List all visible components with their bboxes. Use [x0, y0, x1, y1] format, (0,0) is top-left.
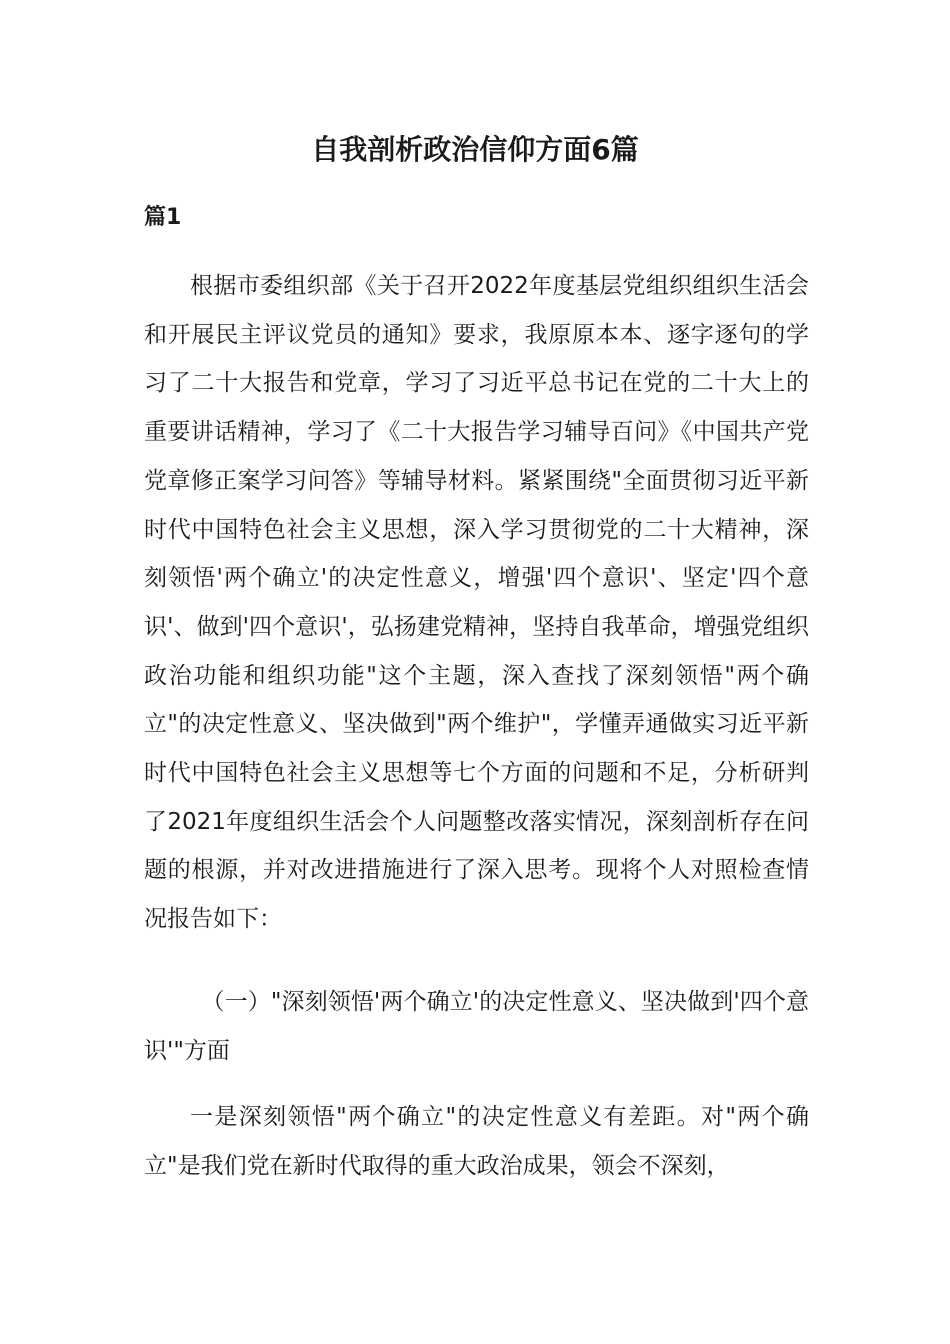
- section-heading: 篇1: [144, 205, 182, 230]
- subsection-heading: （一）"深刻领悟'两个确立'的决定性意义、坚决做到'四个意识'"方面: [144, 989, 809, 1064]
- document-title: 自我剖析政治信仰方面6篇: [311, 133, 639, 166]
- body-paragraph: 根据市委组织部《关于召开2022年度基层党组织组织生活会和开展民主评议党员的通知》要求，我原原本本、逐字逐句的学习了二十大报告和党章，学习了习近平总书记在党的二十大上的重要讲话精神，学习了《二十大报告学习辅导百问》《中国共产党党章修正案学习问答》等辅导材料。紧紧围绕"全面贯彻习近平新时代中国特色社会主义思想，深入学习贯彻党的二十大精神，深刻领悟'两个确立'的决定性意义，增强'四个意识'、坚定'四个意识'、做到'四个意识'，弘扬建党精神，坚持自我革命，增强党组织政治功能和组织功能"这个主题，深入查找了深刻领悟"两个确立"的决定性意义、坚决做到"两个维护"，学懂弄通做实习近平新时代中国特色社会主义思想等七个方面的问题和不足，分析研判了2021年度组织生活会个人问题整改落实情况，深刻剖析存在问题的根源，并对改进措施进行了深入思考。现将个人对照检查情况报告如下：: [144, 273, 809, 933]
- body-paragraph: 一是深刻领悟"两个确立"的决定性意义有差距。对"两个确立"是我们党在新时代取得的重大政治成果，领会不深刻，: [144, 1104, 809, 1179]
